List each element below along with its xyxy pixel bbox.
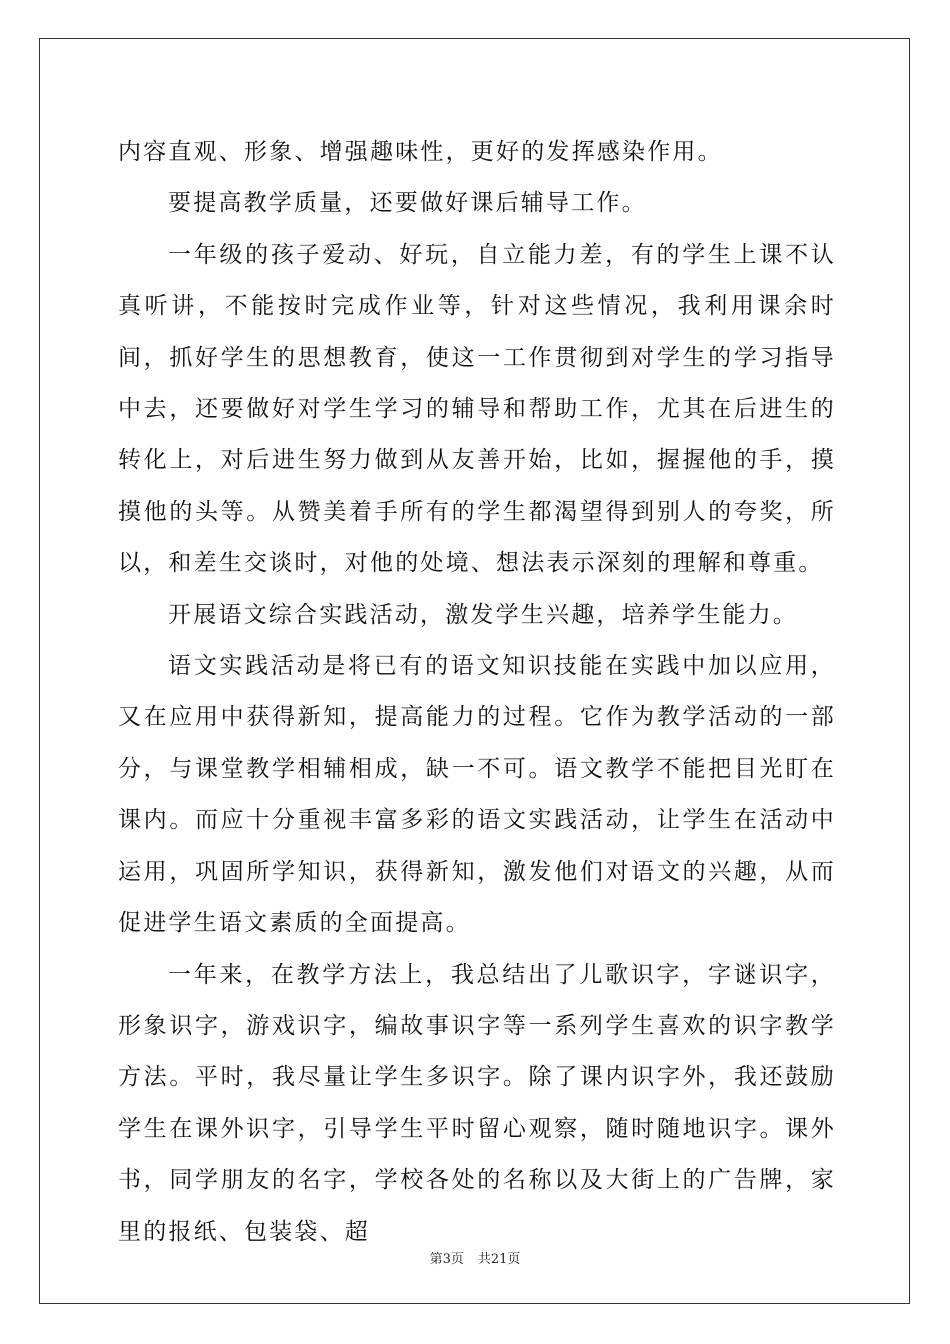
paragraph-3: 一年级的孩子爱动、好玩，自立能力差，有的学生上课不认真听讲，不能按时完成作业等，针对这些情况，我利用课余时间，抓好学生的思想教育，使这一工作贯彻到对学生的学习指导中去，还要做好对学生学习的辅导和帮助工作，尤其在后进生的转化上，对后进生努力做到从友善开始，比如，握握他的手，摸摸他的头等。从赞美着手所有的学生都渴望得到别人的夸奖，所以，和差生交谈时，对他的处境、想法表示深刻的理解和尊重。 [118, 241, 836, 577]
paragraph-1: 内容直观、形象、增强趣味性，更好的发挥感染作用。 [118, 139, 723, 165]
paragraph-2: 要提高教学质量，还要做好课后辅导工作。 [168, 190, 647, 217]
total-pages: 共21页 [477, 1252, 521, 1267]
paragraph-4: 开展语文综合实践活动，激发学生兴趣，培养学生能力。 [168, 601, 798, 628]
page-number: 第3页 [429, 1252, 464, 1267]
paragraph-5: 语文实践活动是将已有的语文知识技能在实践中加以应用，又在应用中获得新知，提高能力的过程。它作为教学活动的一部分，与课堂教学相辅相成，缺一不可。语文教学不能把目光盯在课内。而应十分重视丰富多彩的语文实践活动，让学生在活动中运用，巩固所学知识，获得新知，激发他们对语文的兴趣，从而促进学生语文素质的全面提高。 [118, 653, 836, 937]
document-body [118, 127, 836, 1258]
page-footer [0, 1248, 950, 1267]
paragraph-6: 一年来，在教学方法上，我总结出了儿歌识字，字谜识字，形象识字，游戏识字，编故事识字等一系列学生喜欢的识字教学方法。平时，我尽量让学生多识字。除了课内识字外，我还鼓励学生在课外识字，引导学生平时留心观察，随时随地识字。课外书，同学朋友的名字，学校各处的名称以及大街上的广告牌，家里的报纸、包装袋、超 [118, 961, 836, 1245]
